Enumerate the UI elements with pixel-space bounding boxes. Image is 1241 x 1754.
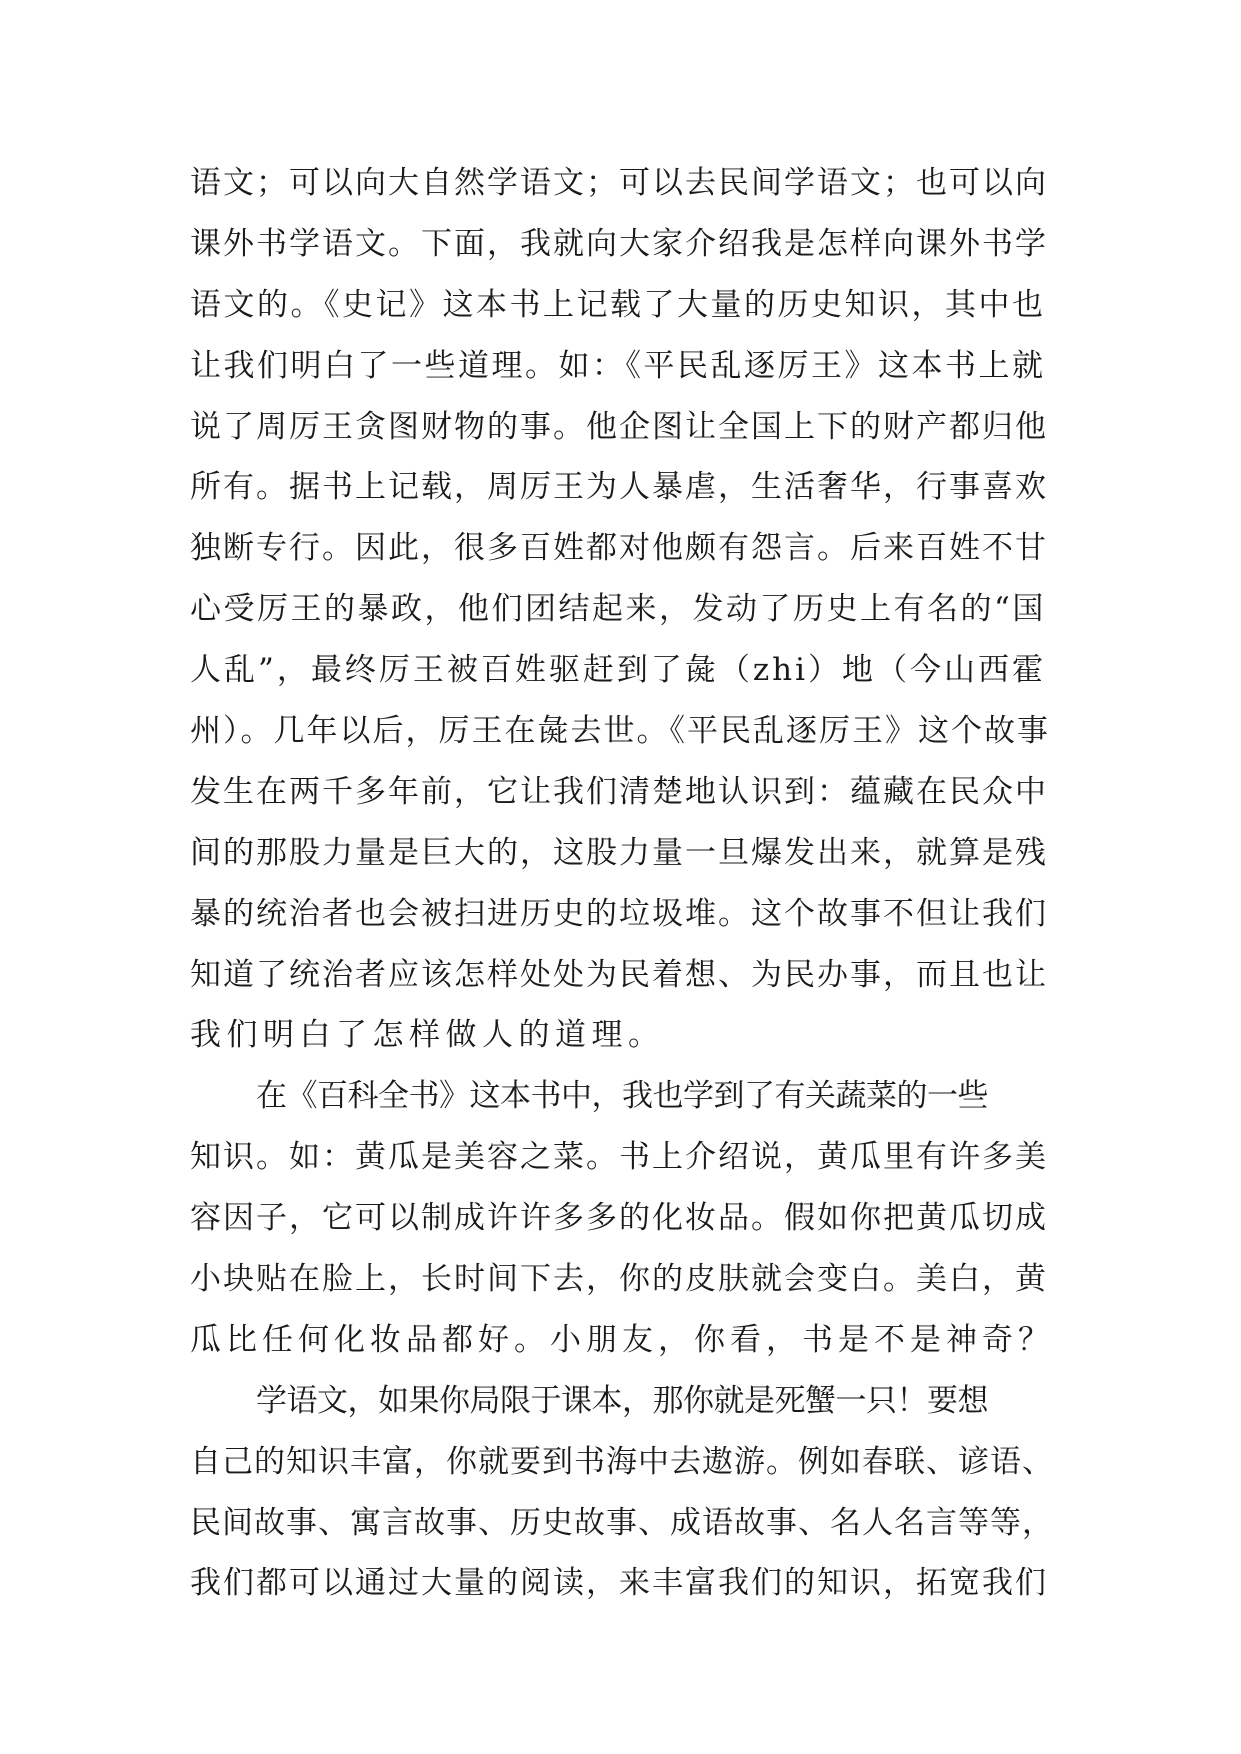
text-line: 知道了统治者应该怎样处处为民着想、为民办事，而且也让 — [190, 956, 1048, 993]
body-text — [190, 153, 1055, 1614]
paragraph-first-line: 学语文，如果你局限于课本，那你就是死蟹一只！要想 — [256, 1382, 988, 1419]
paragraph-first-line: 在《百科全书》这本书中，我也学到了有关蔬菜的一些 — [256, 1078, 988, 1115]
text-line: 人乱”，最终厉王被百姓驱赶到了彘（zhi）地（今山西霍 — [190, 652, 1047, 689]
text-line: 语文；可以向大自然学语文；可以去民间学语文；也可以向 — [190, 165, 1048, 201]
text-line: 容因子，它可以制成许许多多的化妆品。假如你把黄瓜切成 — [190, 1200, 1048, 1237]
text-line: 说了周厉王贪图财物的事。他企图让全国上下的财产都归他 — [190, 408, 1048, 445]
text-line: 课外书学语文。下面，我就向大家介绍我是怎样向课外书学 — [190, 225, 1048, 262]
text-line: 我们都可以通过大量的阅读，来丰富我们的知识，拓宽我们 — [190, 1565, 1048, 1602]
text-line: 自己的知识丰富，你就要到书海中去遨游。例如春联、谚语、 — [190, 1443, 1054, 1480]
text-line: 民间故事、寓言故事、历史故事、成语故事、名人名言等等， — [190, 1504, 1054, 1541]
text-line: 间的那股力量是巨大的，这股力量一旦爆发出来，就算是残 — [190, 834, 1048, 871]
text-line: 瓜比任何化妆品都好。小朋友，你看，书是不是神奇？ — [190, 1321, 1054, 1358]
text-line: 小块贴在脸上，长时间下去，你的皮肤就会变白。美白，黄 — [190, 1261, 1048, 1298]
text-line: 暴的统治者也会被扫进历史的垃圾堆。这个故事不但让我们 — [190, 895, 1048, 932]
text-line: 我们明白了怎样做人的道理。 — [190, 1017, 665, 1054]
text-line: 知识。如：黄瓜是美容之菜。书上介绍说，黄瓜里有许多美 — [190, 1139, 1048, 1176]
text-line: 让我们明白了一些道理。如：《平民乱逐厉王》这本书上就 — [190, 347, 1046, 384]
text-line: 语文的。《史记》这本书上记载了大量的历史知识，其中也 — [190, 286, 1046, 323]
text-line: 所有。据书上记载，周厉王为人暴虐，生活奢华，行事喜欢 — [190, 469, 1048, 506]
text-line: 心受厉王的暴政，他们团结起来，发动了历史上有名的“国 — [190, 591, 1046, 628]
text-line: 发生在两千多年前，它让我们清楚地认识到：蕴藏在民众中 — [190, 773, 1048, 810]
text-line: 独断专行。因此，很多百姓都对他颇有怨言。后来百姓不甘 — [190, 530, 1048, 567]
text-line: 州）。几年以后，厉王在彘去世。《平民乱逐厉王》这个故事 — [190, 713, 1050, 750]
